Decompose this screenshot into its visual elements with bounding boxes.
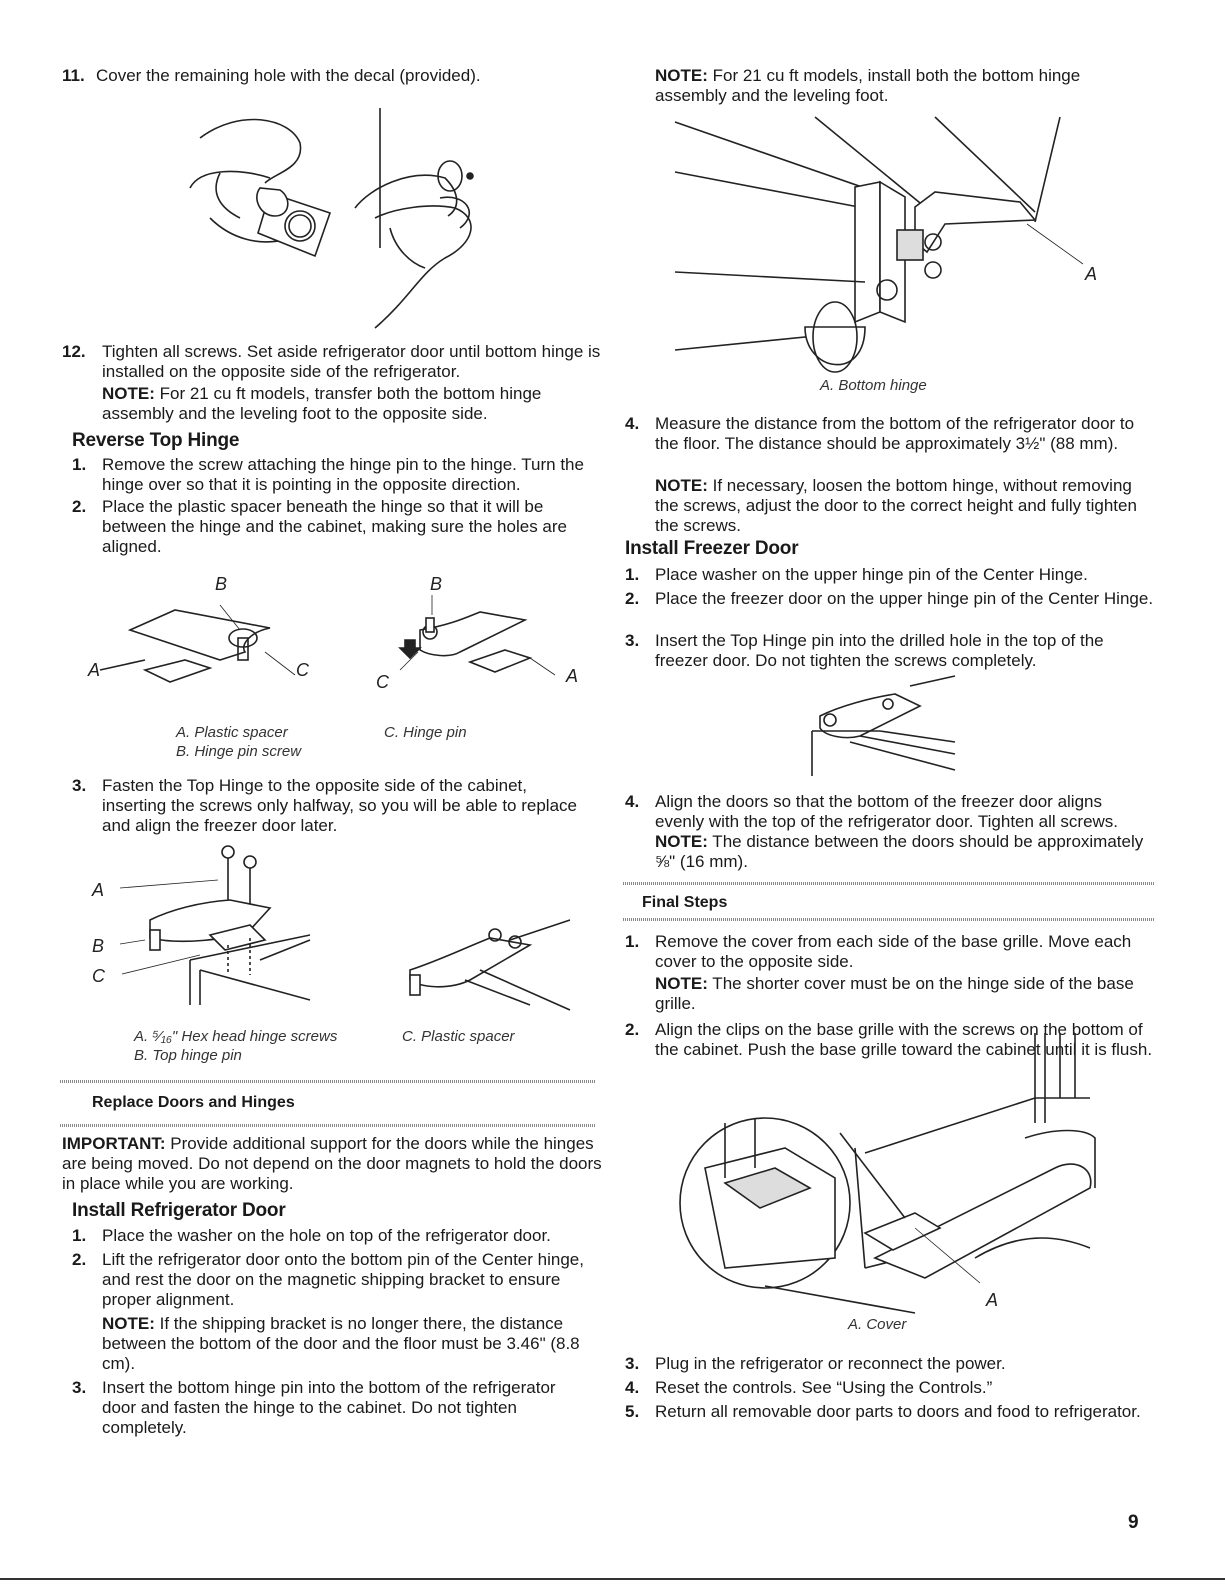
legend-plastic-spacer-2: C. Plastic spacer (402, 1028, 515, 1045)
divider-top (60, 1080, 595, 1083)
freezer-step-2 (625, 589, 1155, 609)
step-text: Fasten the Top Hinge to the opposite side of the cabinet, inserting the screws only halfway, so you will be able to replace and align the freezer door later. (102, 776, 577, 835)
legend-hinge-pin-screw: B. Hinge pin screw (176, 743, 302, 760)
step-text: Insert the bottom hinge pin into the bottom of the refrigerator door and fasten the hinge to the cabinet. Do not tighten completely. (102, 1378, 556, 1437)
step-number: 3. (625, 1354, 640, 1373)
note-text: If necessary, loosen the bottom hinge, without removing the screws, adjust the door to the correct height and fully tighten the screws. (655, 476, 1137, 535)
note-text: The shorter cover must be on the hinge side of the base grille. (655, 974, 1134, 1013)
legend-hinge-pin: C. Hinge pin (384, 724, 467, 741)
step-number: 3. (625, 631, 640, 650)
divider-bottom (60, 1124, 595, 1127)
label-c-left: C (296, 660, 309, 680)
note-text: The distance between the doors should be approximately ⅝" (16 mm). (655, 832, 1144, 871)
note-text: For 21 cu ft models, transfer both the bottom hinge assembly and the leveling foot to the opposite side. (102, 384, 542, 423)
step-12 (62, 342, 602, 382)
note-text: For 21 cu ft models, install both the bottom hinge assembly and the leveling foot. (655, 66, 1081, 105)
step-number: 1. (625, 932, 640, 951)
bottom-hinge-illustration (665, 112, 1125, 382)
final-step-5 (625, 1402, 1155, 1422)
freezer-step-1 (625, 565, 1155, 585)
right-step-4 (625, 414, 1155, 454)
heading-replace-doors: Replace Doors and Hinges (92, 1094, 295, 1111)
legend-plastic-spacer: A. Plastic spacer (176, 724, 288, 741)
label-b-fig2: B (92, 936, 105, 956)
caption-bottom-hinge: A. Bottom hinge (820, 377, 927, 394)
heading-reverse-top-hinge: Reverse Top Hinge (72, 430, 240, 451)
step-number: 5. (625, 1402, 640, 1421)
step-number: 3. (72, 776, 87, 795)
label-b-right: B (430, 574, 443, 594)
step-text: Place the freezer door on the upper hinge pin of the Center Hinge. (655, 589, 1154, 608)
decal-illustration (180, 98, 500, 328)
important-text: Provide additional support for the doors while the hinges are being moved. Do not depend on the door magnets to hold the doors in place while you are working. (62, 1134, 602, 1193)
fridge-step-2-note (102, 1314, 592, 1374)
step-number: 3. (72, 1378, 87, 1397)
step-number: 1. (625, 565, 640, 584)
note-label: NOTE: (102, 1314, 155, 1333)
right-top-note (655, 66, 1155, 106)
top-hinge-fasten-illustration (110, 840, 610, 1020)
note-label: NOTE: (655, 476, 708, 495)
step-text: Remove the cover from each side of the base grille. Move each cover to the opposite side. (655, 932, 1132, 971)
freezer-door-illustration (800, 676, 970, 786)
heading-install-freezer-door: Install Freezer Door (625, 538, 799, 559)
caption-cover: A. Cover (848, 1316, 907, 1333)
step-number: 2. (625, 589, 640, 608)
label-a-cover: A (986, 1290, 999, 1310)
reverse-step-1 (72, 455, 592, 495)
step-text: Align the clips on the base grille with the screws on the bottom of the cabinet. Push the base grille toward the cabinet until it is flush. (655, 1020, 1153, 1059)
note-text: If the shipping bracket is no longer there, the distance between the bottom of the door and the floor must be 3.46" (8.8 cm). (102, 1314, 580, 1373)
label-a-right: A (566, 666, 579, 686)
step-number: 1. (72, 1226, 87, 1245)
final-step-3 (625, 1354, 1155, 1374)
hinge-spacer-illustration (100, 590, 580, 710)
page-number: 9 (1128, 1512, 1139, 1533)
label-a-bottom-hinge: A (1085, 264, 1098, 284)
step-text: Place the washer on the hole on top of the refrigerator door. (102, 1226, 551, 1245)
freezer-step-4-note (655, 832, 1155, 872)
bottom-border (0, 1578, 1225, 1580)
step-text: Place the plastic spacer beneath the hinge so that it will be between the hinge and the cabinet, making sure the holes are aligned. (102, 497, 567, 556)
legend-hex-head-screws: A. ⁵⁄₁₆" Hex head hinge screws (134, 1028, 338, 1045)
step-text: Return all removable door parts to doors and food to refrigerator. (655, 1402, 1141, 1421)
step-text: Measure the distance from the bottom of the refrigerator door to the floor. The distance should be approximately 3½" (88 mm). (655, 414, 1135, 453)
heading-final-steps: Final Steps (642, 894, 728, 911)
step-text: Place washer on the upper hinge pin of the Center Hinge. (655, 565, 1088, 584)
important-note (62, 1134, 602, 1194)
note-label: NOTE: (655, 974, 708, 993)
divider-final-top (623, 882, 1155, 885)
heading-install-refrigerator-door: Install Refrigerator Door (72, 1200, 286, 1221)
label-a-left: A (88, 660, 101, 680)
reverse-step-2 (72, 497, 592, 557)
final-step-1-note (655, 974, 1155, 1014)
step-number: 11. (62, 66, 85, 85)
step-number: 2. (72, 497, 87, 516)
step-text: Reset the controls. See “Using the Controls.” (655, 1378, 993, 1397)
step-12-note (102, 384, 602, 424)
step-text: Insert the Top Hinge pin into the drilled hole in the top of the freezer door. Do not tighten the screws completely. (655, 631, 1104, 670)
right-step-4-note (655, 476, 1155, 536)
fridge-step-2 (72, 1250, 592, 1310)
fridge-step-1 (72, 1226, 592, 1246)
step-number: 4. (625, 792, 640, 811)
freezer-step-3 (625, 631, 1155, 671)
label-c-right: C (376, 672, 389, 692)
step-text: Plug in the refrigerator or reconnect the power. (655, 1354, 1006, 1373)
note-label: NOTE: (655, 66, 708, 85)
base-grille-illustration (665, 1028, 1105, 1298)
note-label: NOTE: (102, 384, 155, 403)
fridge-step-3 (72, 1378, 592, 1438)
step-number: 1. (72, 455, 87, 474)
final-step-4 (625, 1378, 1155, 1398)
step-number: 4. (625, 1378, 640, 1397)
freezer-step-4 (625, 792, 1155, 832)
step-11 (62, 66, 602, 86)
label-c-fig2: C (92, 966, 105, 986)
step-number: 2. (625, 1020, 640, 1039)
divider-final-bottom (623, 918, 1155, 921)
step-text: Align the doors so that the bottom of the freezer door aligns evenly with the top of the refrigerator door. Tighten all screws. (655, 792, 1119, 831)
step-text: Lift the refrigerator door onto the bottom pin of the Center hinge, and rest the door on the magnetic shipping bracket to ensure proper alignment. (102, 1250, 584, 1309)
important-label: IMPORTANT: (62, 1134, 166, 1153)
step-text: Remove the screw attaching the hinge pin to the hinge. Turn the hinge over so that it is pointing in the opposite direction. (102, 455, 584, 494)
step-number: 12. (62, 342, 86, 361)
label-a-fig2: A (92, 880, 105, 900)
note-label: NOTE: (655, 832, 708, 851)
step-text: Tighten all screws. Set aside refrigerator door until bottom hinge is installed on the opposite side of the refrigerator. (102, 342, 601, 381)
final-step-1 (625, 932, 1155, 972)
step-number: 2. (72, 1250, 87, 1269)
step-text: Cover the remaining hole with the decal (provided). (96, 66, 481, 85)
label-b-left: B (215, 574, 228, 594)
step-number: 4. (625, 414, 640, 433)
reverse-step-3 (72, 776, 592, 836)
legend-top-hinge-pin: B. Top hinge pin (134, 1047, 242, 1064)
